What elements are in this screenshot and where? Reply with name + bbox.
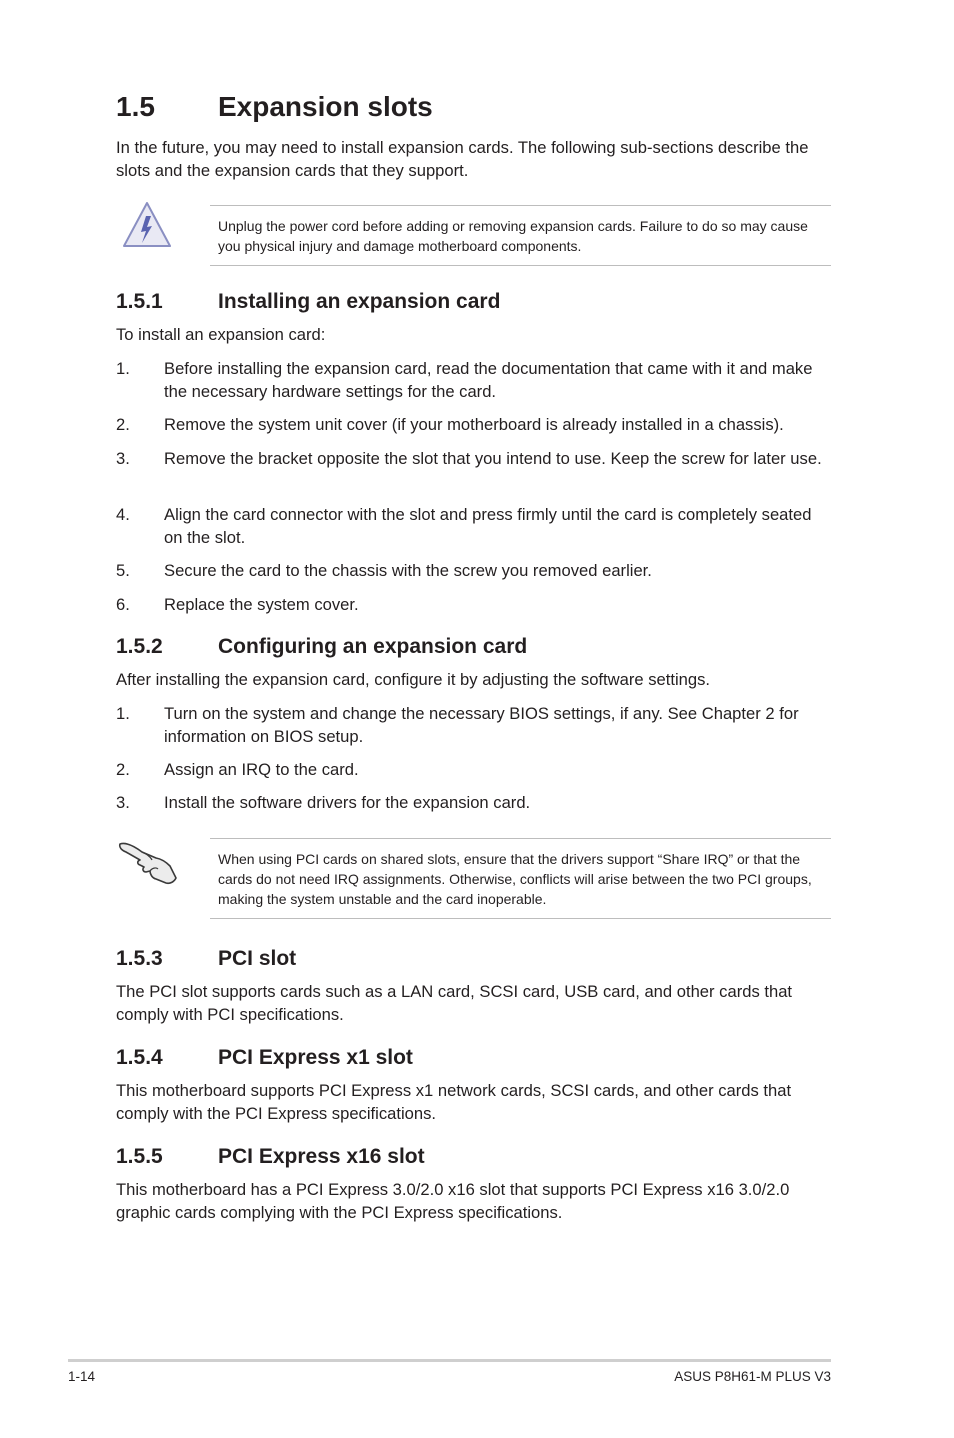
step-number: 2. <box>116 760 130 779</box>
subsection-number: 1.5.1 <box>116 290 163 313</box>
pcie-x16-text: This motherboard has a PCI Express 3.0/2.0 x16 slot that supports PCI Express x16 3.0/2.0 graphic cards complying with the PCI Express specifications. <box>116 1180 790 1222</box>
step-number: 1. <box>116 359 130 378</box>
step-text: Secure the card to the chassis with the screw you removed earlier. <box>164 561 652 580</box>
tip-top-rule <box>210 838 831 839</box>
install-lead: To install an expansion card: <box>116 325 326 344</box>
configure-lead: After installing the expansion card, configure it by adjusting the software settings. <box>116 670 711 689</box>
step-text: Assign an IRQ to the card. <box>164 760 359 779</box>
step-number: 2. <box>116 415 130 434</box>
tip-bottom-rule <box>210 918 831 919</box>
warning-text: Unplug the power cord before adding or removing expansion cards. Failure to do so may cause you physical injury and damage motherboard components. <box>218 218 808 254</box>
step-text: Replace the system cover. <box>164 595 359 614</box>
step-number: 3. <box>116 793 130 812</box>
step-text: Remove the bracket opposite the slot that you intend to use. Keep the screw for later use. <box>164 449 822 468</box>
subsection-number: 1.5.4 <box>116 1046 163 1069</box>
warning-lightning-icon <box>120 200 174 250</box>
step-text: Before installing the expansion card, read the documentation that came with it and make the necessary hardware settings for the card. <box>164 359 813 401</box>
warning-top-rule <box>210 205 831 206</box>
footer-rule <box>68 1359 831 1362</box>
step-number: 3. <box>116 449 130 468</box>
step-number: 4. <box>116 505 130 524</box>
step-number: 6. <box>116 595 130 614</box>
step-text: Remove the system unit cover (if your motherboard is already installed in a chassis). <box>164 415 784 434</box>
subsection-title: PCI slot <box>218 947 297 970</box>
subsection-title: Configuring an expansion card <box>218 635 528 658</box>
pcie-x1-text: This motherboard supports PCI Express x1 network cards, SCSI cards, and other cards that comply with the PCI Express specifications. <box>116 1081 792 1123</box>
product-name: ASUS P8H61-M PLUS V3 <box>674 1369 831 1384</box>
step-number: 1. <box>116 704 130 723</box>
subsection-number: 1.5.5 <box>116 1145 163 1168</box>
page-title: Expansion slots <box>218 91 433 122</box>
pointing-hand-icon <box>116 838 180 888</box>
subsection-number: 1.5.3 <box>116 947 163 970</box>
subsection-title: Installing an expansion card <box>218 290 501 313</box>
section-number: 1.5 <box>116 91 155 122</box>
intro-paragraph: In the future, you may need to install expansion cards. The following sub-sections describe the slots and the expansion cards that they support. <box>116 138 809 180</box>
subsection-number: 1.5.2 <box>116 635 163 658</box>
tip-text: When using PCI cards on shared slots, ensure that the drivers support “Share IRQ” or that the cards do not need IRQ assignments. Otherwise, conflicts will arise between the two PCI groups, making the system unstable and the card inoperable. <box>218 851 812 907</box>
subsection-title: PCI Express x1 slot <box>218 1046 413 1069</box>
step-text: Install the software drivers for the expansion card. <box>164 793 531 812</box>
step-text: Turn on the system and change the necessary BIOS settings, if any. See Chapter 2 for information on BIOS setup. <box>164 704 799 746</box>
step-text: Align the card connector with the slot and press firmly until the card is completely seated on the slot. <box>164 505 812 547</box>
subsection-title: PCI Express x16 slot <box>218 1145 425 1168</box>
page-number: 1-14 <box>68 1369 96 1384</box>
warning-bottom-rule <box>210 265 831 266</box>
pci-slot-text: The PCI slot supports cards such as a LAN card, SCSI card, USB card, and other cards that comply with PCI specifications. <box>116 982 793 1024</box>
step-number: 5. <box>116 561 130 580</box>
